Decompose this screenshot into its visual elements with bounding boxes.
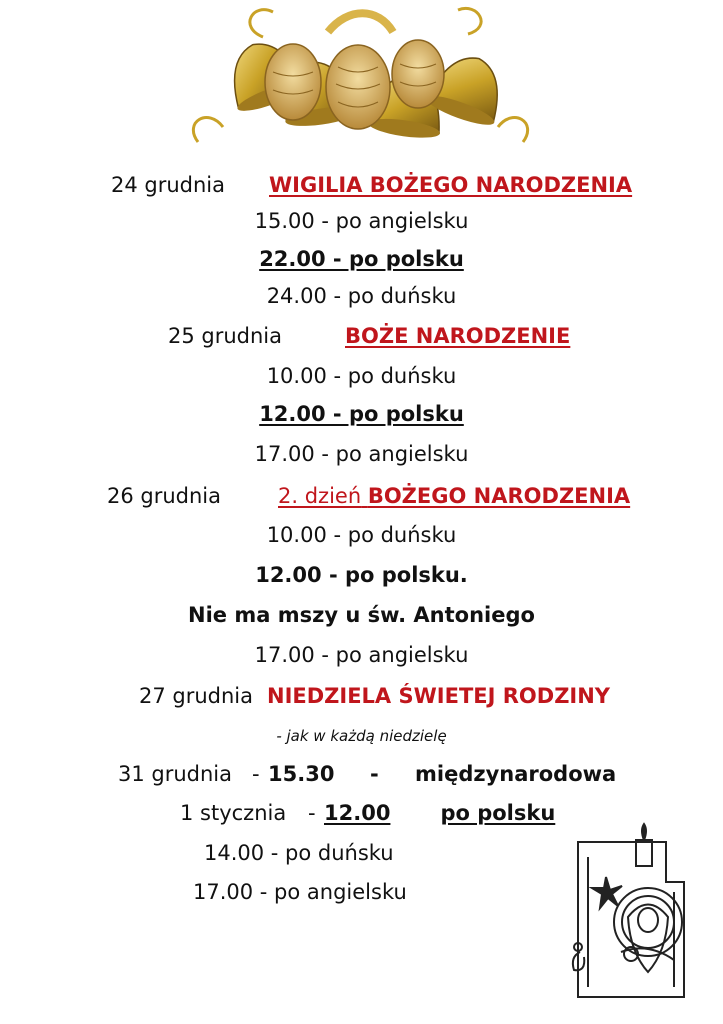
mass-line: 14.00 - po duńsku — [204, 841, 394, 865]
separator: - — [370, 762, 379, 786]
date-26: 26 grudnia — [107, 484, 222, 508]
christmas-bells-icon — [178, 2, 543, 162]
feast-swietej-rodziny: NIEDZIELA ŚWIETEJ RODZINY — [267, 684, 611, 708]
date-27: 27 grudnia — [139, 684, 254, 708]
mass-line: 17.00 - po angielsku — [193, 880, 407, 904]
feast-title: BOŻEGO NARODZENIA — [367, 484, 631, 508]
mass-line: 15.00 - po angielsku — [254, 209, 469, 233]
time-1530: 15.30 — [268, 762, 335, 786]
date-1-jan: 1 stycznia — [180, 801, 287, 825]
mass-line: 17.00 - po angielsku — [254, 643, 469, 667]
mass-line: 24.00 - po duńsku — [266, 284, 457, 308]
mass-line: 10.00 - po duńsku — [266, 364, 457, 388]
mass-line-polish: 12.00 - po polsku — [259, 402, 464, 426]
time-1200: 12.00 — [324, 801, 391, 825]
dash: - — [308, 801, 316, 825]
time-1200-polish — [324, 800, 556, 826]
sunday-note: - jak w każdą niedzielę — [276, 727, 447, 745]
feast-prefix: 2. dzień — [278, 484, 362, 508]
feast-boze-narodzenie: BOŻE NARODZENIE — [345, 324, 571, 348]
polish-label: po polsku — [440, 801, 556, 825]
nativity-drawing-icon — [566, 822, 696, 1002]
date-25: 25 grudnia — [168, 324, 283, 348]
dash: - — [252, 762, 260, 786]
mass-line-polish: 12.00 - po polsku. — [255, 563, 468, 587]
feast-wigilia: WIGILIA BOŻEGO NARODZENIA — [269, 173, 633, 197]
mass-line: 17.00 - po angielsku — [254, 442, 469, 466]
feast-2-dzien — [278, 483, 630, 509]
mass-line: 10.00 - po duńsku — [266, 523, 457, 547]
no-mass-note: Nie ma mszy u św. Antoniego — [188, 603, 535, 627]
date-24: 24 grudnia — [111, 173, 226, 197]
date-31: 31 grudnia — [118, 762, 233, 786]
mass-line-polish: 22.00 - po polsku — [259, 247, 464, 271]
international-mass: międzynarodowa — [415, 762, 617, 786]
